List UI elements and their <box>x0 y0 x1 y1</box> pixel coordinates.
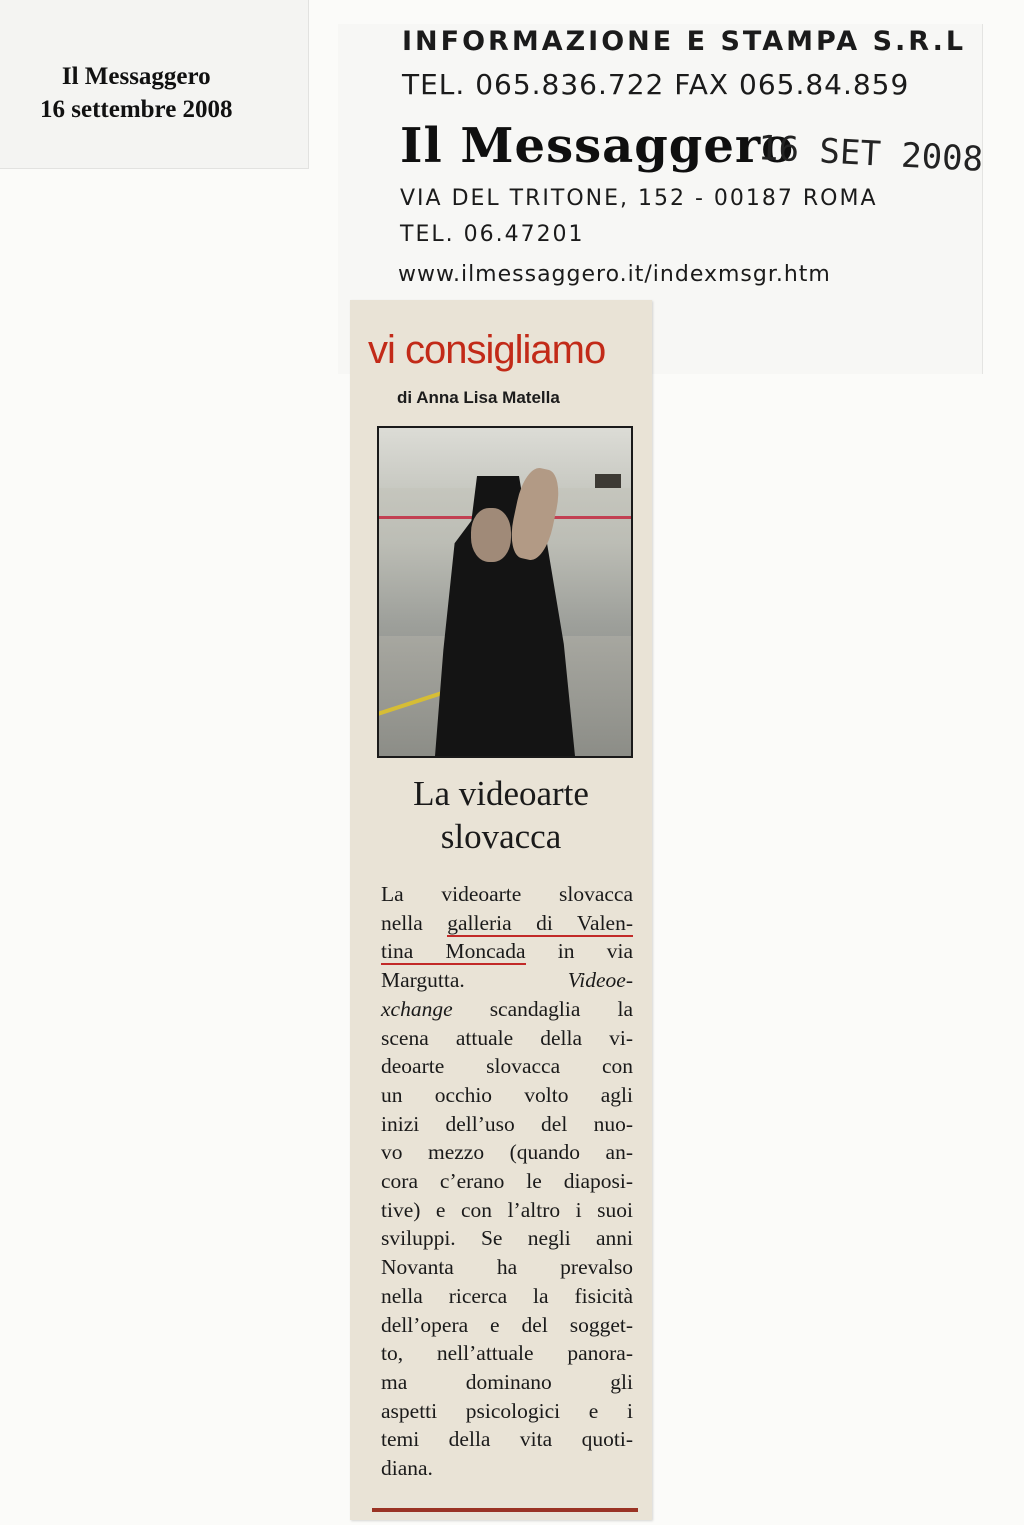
section-title: vi consigliamo <box>368 328 606 372</box>
body-line: sviluppi. Se negli anni <box>381 1226 633 1251</box>
body-line: scena attuale della vi- <box>381 1025 633 1050</box>
body-line: tive) e con l’altro i suoi <box>381 1197 633 1222</box>
stamp-agency-name: INFORMAZIONE E STAMPA S.R.L <box>402 26 967 57</box>
body-line <box>381 966 633 995</box>
stamp-date: 16 SET 2008 <box>757 128 985 180</box>
source-label-date: 16 settembre 2008 <box>40 96 233 123</box>
body-text-fragment: Margutta. <box>381 968 568 993</box>
body-line: un occhio volto agli <box>381 1082 633 1107</box>
body-line: inizi dell’uso del nuo- <box>381 1111 633 1136</box>
body-text-fragment: scandaglia la <box>452 996 633 1021</box>
article-headline <box>370 772 632 858</box>
body-text-fragment: in via <box>525 939 633 964</box>
stamp-url: www.ilmessaggero.it/indexmsgr.htm <box>398 262 831 287</box>
body-line: Novanta ha prevalso <box>381 1255 633 1280</box>
body-line: cora c’erano le diaposi- <box>381 1169 633 1194</box>
photo-face <box>471 508 511 562</box>
byline: di Anna Lisa Matella <box>397 388 560 407</box>
photo-sign <box>595 474 621 488</box>
headline-line-2: slovacca <box>440 817 562 856</box>
body-line: aspetti psicologici e i <box>381 1398 633 1423</box>
body-line <box>381 995 633 1024</box>
body-line <box>381 937 633 966</box>
body-line: vo mezzo (quando an- <box>381 1140 633 1165</box>
body-line: ma dominano gli <box>381 1369 633 1394</box>
source-label <box>0 0 309 169</box>
body-line: deoarte slovacca con <box>381 1054 633 1079</box>
newspaper-clipping <box>350 300 652 1520</box>
body-text-fragment: nella <box>381 910 448 935</box>
article-body <box>381 880 633 1483</box>
body-line: temi della vita quoti- <box>381 1427 633 1452</box>
stamp-phone-fax: TEL. 065.836.722 FAX 065.84.859 <box>402 68 910 101</box>
source-label-newspaper: Il Messaggero <box>61 63 211 90</box>
body-line: nella ricerca la fisicità <box>381 1283 633 1308</box>
body-line: dell’opera e del sogget- <box>381 1312 633 1337</box>
body-line: diana. <box>381 1456 433 1481</box>
newspaper-logo: Il Messaggero <box>400 118 795 174</box>
italic-title: Videoe- <box>567 968 633 993</box>
underlined-gallery-name-cont: tina Moncada <box>381 939 526 964</box>
body-line: to, nell’attuale panora- <box>381 1341 633 1366</box>
stamp-address: VIA DEL TRITONE, 152 - 00187 ROMA <box>400 186 878 211</box>
italic-title-cont: xchange <box>381 996 453 1021</box>
article-photo <box>377 426 633 758</box>
bottom-rule <box>372 1508 638 1512</box>
body-line <box>381 909 633 938</box>
headline-line-1: La videoarte <box>413 774 589 813</box>
body-line: La videoarte slovacca <box>381 882 633 906</box>
underlined-gallery-name: galleria di Valen- <box>447 910 633 935</box>
stamp-telephone: TEL. 06.47201 <box>400 222 585 247</box>
source-label-text <box>40 60 233 126</box>
